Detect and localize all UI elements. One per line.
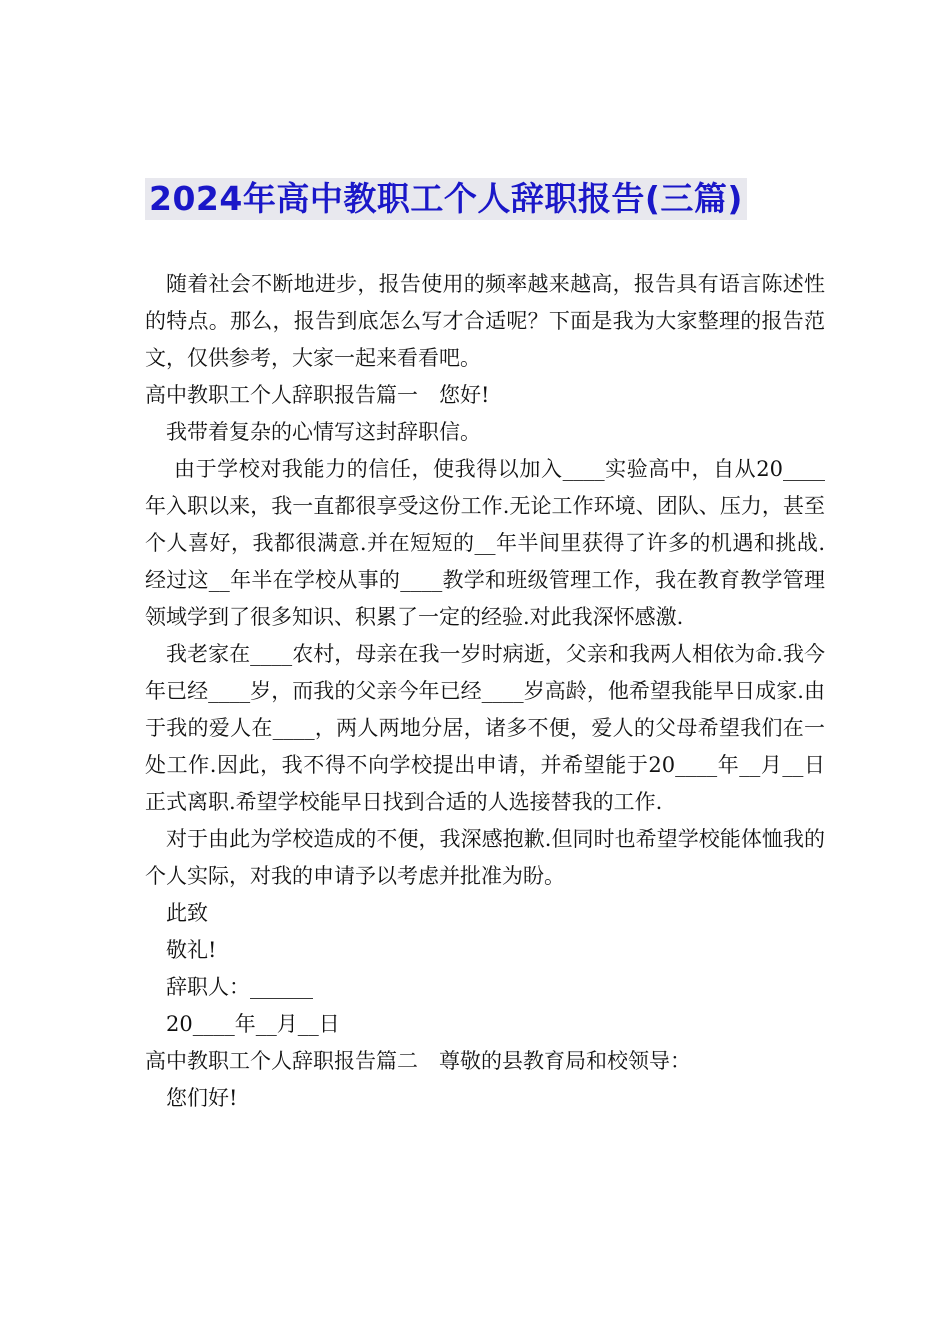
s1-paragraph-2: 由于学校对我能力的信任，使我得以加入____实验高中，自从20____年入职以来，我一直都很享受这份工作.无论工作环境、团队、压力，甚至个人喜好，我都很满意.并在短短的__年半间里获得了许多的机遇和挑战.经过这__年半在学校从事的____教学和班级管理工作，我在教育教学管理领域学到了很多知识、积累了一定的经验.对此我深怀感激. [145, 457, 825, 629]
date-line: 20____年__月__日 [166, 1012, 340, 1036]
section1-heading: 高中教职工个人辞职报告篇一 您好! [145, 383, 490, 407]
s1-paragraph-3: 我老家在____农村，母亲在我一岁时病逝，父亲和我两人相依为命.我今年已经____岁，而我的父亲今年已经____岁高龄，他希望我能早日成家.由于我的爱人在____，两人两地分居，诸多不便，爱人的父母希望我们在一处工作.因此，我不得不向学校提出申请，并希望能于20____年__月__日正式离职.希望学校能早日找到合适的人选接替我的工作. [145, 642, 825, 814]
document-body [145, 266, 825, 1117]
s2-greeting: 您们好! [166, 1086, 238, 1110]
document-title: 2024年高中教职工个人辞职报告(三篇) [145, 178, 747, 220]
closing-regards: 敬礼! [166, 938, 217, 962]
closing-salutation: 此致 [166, 901, 208, 925]
s1-paragraph-1: 我带着复杂的心情写这封辞职信。 [166, 420, 481, 444]
signature-line: 辞职人：______ [166, 975, 313, 999]
s1-paragraph-4: 对于由此为学校造成的不便，我深感抱歉.但同时也希望学校能体恤我的个人实际，对我的申请予以考虑并批准为盼。 [145, 827, 825, 888]
intro-paragraph: 随着社会不断地进步，报告使用的频率越来越高，报告具有语言陈述性的特点。那么，报告到底怎么写才合适呢？下面是我为大家整理的报告范文，仅供参考，大家一起来看看吧。 [145, 272, 825, 370]
section2-heading: 高中教职工个人辞职报告篇二 尊敬的县教育局和校领导： [145, 1049, 691, 1073]
